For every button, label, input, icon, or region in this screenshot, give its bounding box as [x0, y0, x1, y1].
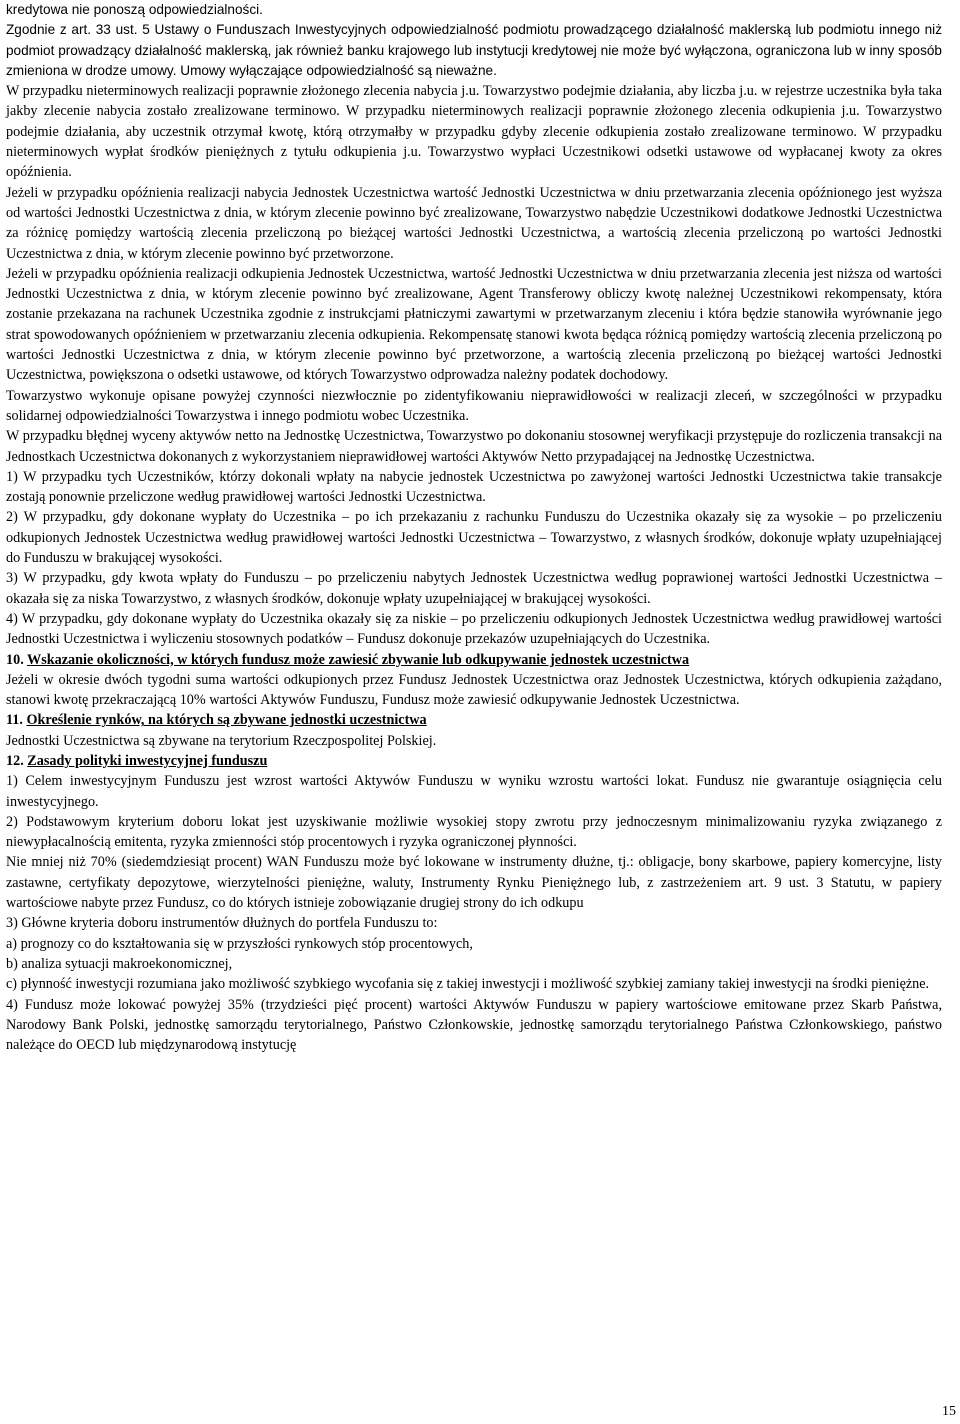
- paragraph: W przypadku błędnej wyceny aktywów netto na Jednostkę Uczestnictwa, Towarzystwo po dokonaniu stosownej weryfikacji przystępuje do rozliczenia transakcji na Jednostkach Uczestnictwa dokonanych z wykorzystaniem nieprawidłowej wartości Aktywów Netto przypadającej na Jednostkę Uczestnictwa.: [6, 428, 942, 465]
- paragraph: 3) Główne kryteria doboru instrumentów dłużnych do portfela Funduszu to:: [6, 915, 438, 932]
- paragraph: Jeżeli w okresie dwóch tygodni suma wartości odkupionych przez Fundusz Jednostek Uczestnictwa oraz Jednostek Uczestnictwa, których odkupienia zażądano, stanowi kwotę przekraczającą 10% wartości Aktywów Funduszu, Fundusz może zawiesić odkupywanie Jednostek Uczestnictwa.: [6, 671, 942, 709]
- paragraph: 2) Podstawowym kryterium doboru lokat jest uzyskiwanie możliwie wysokiej stopy zwrotu przy jednoczesnym minimalizowaniu ryzyka związanego z niewypłacalnością emitenta, ryzyka zmienności stóp procentowych i ryzyka ograniczonej płynności.: [6, 813, 942, 851]
- paragraph: kredytowa nie ponoszą odpowiedzialności.: [6, 2, 263, 17]
- paragraph: 1) W przypadku tych Uczestników, którzy dokonali wpłaty na nabycie jednostek Uczestnictwa po zawyżonej wartości Jednostki Uczestnictwa takie transakcje zostają ponownie przeliczone według prawidłowej wartości Jednostki Uczestnictwa.: [6, 468, 942, 506]
- paragraph: a) prognozy co do kształtowania się w przyszłości rynkowych stóp procentowych,: [6, 935, 473, 952]
- paragraph: b) analiza sytuacji makroekonomicznej,: [6, 955, 233, 972]
- paragraph: 4) W przypadku, gdy dokonane wypłaty do Uczestnika okazały się za niskie – po przeliczeniu odkupionych Jednostek Uczestnictwa według prawidłowej wartości Jednostki Uczestnictwa i wyliczeniu stosownych podatków – Fundusz dokonuje przekazów uzupełniających do Uczestnika.: [6, 610, 942, 648]
- paragraph: 2) W przypadku, gdy dokonane wypłaty do Uczestnika – po ich przekazaniu z rachunku Funduszu do Uczestnika okazały się za wysokie – po przeliczeniu odkupionych Jednostek Uczestnictwa według prawidłowej wartości Jednostki Uczestnictwa – Towarzystwo, z własnych środków, dokonuje wpłaty uzupełniającej do Funduszu w brakującej wysokości.: [6, 509, 942, 567]
- section-title: Zasady polityki inwestycyjnej funduszu: [27, 752, 268, 769]
- section-title: Wskazanie okoliczności, w których fundusz może zawiesić zbywanie lub odkupywanie jednostek uczestnictwa: [27, 651, 690, 668]
- paragraph: Nie mniej niż 70% (siedemdziesiąt procent) WAN Funduszu może być lokowane w instrumenty dłużne, tj.: obligacje, bony skarbowe, papiery komercyjne, listy zastawne, certyfikaty depozytowe, wierzytelności pieniężne, waluty, Instrumenty Rynku Pieniężnego lub, z zastrzeżeniem art. 9 ust. 3 Statutu, w papiery wartościowe nabyte przez Fundusz, co do których istnieje zobowiązanie drugiej strony do ich odkupu: [6, 854, 942, 912]
- section-number: 12.: [6, 752, 24, 769]
- paragraph: Towarzystwo wykonuje opisane powyżej czynności niezwłocznie po zidentyfikowaniu nieprawidłowości w realizacji zleceń, w szczególności w przypadku solidarnej odpowiedzialności Towarzystwa i innego podmiotu wobec Uczestnika.: [6, 387, 942, 424]
- section-heading: [6, 751, 942, 771]
- paragraph: 1) Celem inwestycyjnym Funduszu jest wzrost wartości Aktywów Funduszu w wyniku wzrostu wartości lokat. Fundusz nie gwarantuje osiągnięcia celu inwestycyjnego.: [6, 773, 942, 810]
- paragraph: Jeżeli w przypadku opóźnienia realizacji nabycia Jednostek Uczestnictwa wartość Jednostki Uczestnictwa w dniu przetwarzania zlecenia opóźnionego jest wyższa od wartości Jednostki Uczestnictwa z dnia, w którym zlecenie powinno być zrealizowane, Towarzystwo nabędzie Uczestnikowi dodatkowe Jednostki Uczestnictwa za różnicę pomiędzy wartością zlecenia przeliczoną po bieżącej wartości Jednostki Uczestnictwa, a wartością zlecenia przeliczoną po wartości Jednostki Uczestnictwa z dnia, w którym zlecenie powinno być przetworzone.: [6, 184, 942, 262]
- section-number: 10.: [6, 651, 24, 668]
- paragraph: Zgodnie z art. 33 ust. 5 Ustawy o Funduszach Inwestycyjnych odpowiedzialność podmiotu prowadzącego działalność maklerską lub podmiotu innego niż podmiot prowadzący działalność maklerską, jak również banku krajowego lub instytucji kredytowej nie może być wyłączona, ograniczona lub w inny sposób zmieniona w drodze umowy. Umowy wyłączające odpowiedzialność są nieważne.: [6, 22, 942, 78]
- paragraph: 4) Fundusz może lokować powyżej 35% (trzydzieści pięć procent) wartości Aktywów Funduszu w papiery wartościowe emitowane przez Skarb Państwa, Narodowy Bank Polski, jednostkę samorządu terytorialnego, Państwo Członkowskie, jednostkę samorządu terytorialnego Państwa Członkowskiego, państwo należące do OECD lub międzynarodową instytucję: [6, 996, 942, 1054]
- section-heading: [6, 650, 942, 670]
- paragraph: 3) W przypadku, gdy kwota wpłaty do Funduszu – po przeliczeniu nabytych Jednostek Uczestnictwa według poprawionej wartości Jednostki Uczestnictwa – okazała się za niska Towarzystwo, z własnych środków, dokonuje wpłaty uzupełniającej w brakującej wysokości.: [6, 570, 942, 607]
- paragraph: W przypadku nieterminowych realizacji poprawnie złożonego zlecenia nabycia j.u. Towarzystwo podejmie działania, aby liczba j.u. w rejestrze uczestnika była taka jakby zlecenie nabycia zostało zrealizowane terminowo. W przypadku nieterminowych realizacji poprawnie złożonego zlecenia odkupienia j.u. Towarzystwo podejmie działania, aby uczestnik otrzymał kwotę, którą otrzymałby w przypadku gdyby zlecenie odkupienia zostało zrealizowane terminowo. W przypadku nieterminowych wypłat środków pieniężnych z tytułu odkupienia j.u. Towarzystwo wypłaci Uczestnikowi odsetki ustawowe od wypłacanej kwoty za okres opóźnienia.: [6, 83, 942, 181]
- section-number: 11.: [6, 712, 23, 729]
- paragraph: Jednostki Uczestnictwa są zbywane na terytorium Rzeczpospolitej Polskiej.: [6, 732, 437, 749]
- document-body: [6, 0, 942, 1055]
- paragraph: Jeżeli w przypadku opóźnienia realizacji odkupienia Jednostek Uczestnictwa, wartość Jednostki Uczestnictwa w dniu przetwarzania zlecenia jest niższa od wartości Jednostki Uczestnictwa z dnia, w którym zlecenie powinno być zrealizowane, Agent Transferowy obliczy kwotę należnej Uczestnikowi rekompensaty, która zostanie przekazana na rachunek Uczestnika zgodnie z instrukcjami płatniczymi zawartymi w przetwarzanym zleceniu i która będzie stanowiła wyrównanie jego strat spowodowanych opóźnieniem w przetwarzaniu zlecenia odkupienia. Rekompensatę stanowi kwota będąca różnicą pomiędzy wartością zlecenia przeliczoną po wartości Jednostki Uczestnictwa z dnia, w którym zlecenie powinno być przetworzone, a wartością zlecenia przeliczoną po bieżącej wartości Jednostki Uczestnictwa, powiększona o odsetki ustawowe, od których Towarzystwo odprowadza należny podatek dochodowy.: [6, 265, 942, 384]
- page-number: 15: [942, 1404, 956, 1419]
- section-heading: [6, 710, 942, 730]
- paragraph: c) płynność inwestycji rozumiana jako możliwość szybkiego wycofania się z takiej inwestycji i możliwość szybkiej zamiany takiej inwestycji na środki pieniężne.: [6, 976, 930, 993]
- section-title: Określenie rynków, na których są zbywane jednostki uczestnictwa: [26, 712, 427, 729]
